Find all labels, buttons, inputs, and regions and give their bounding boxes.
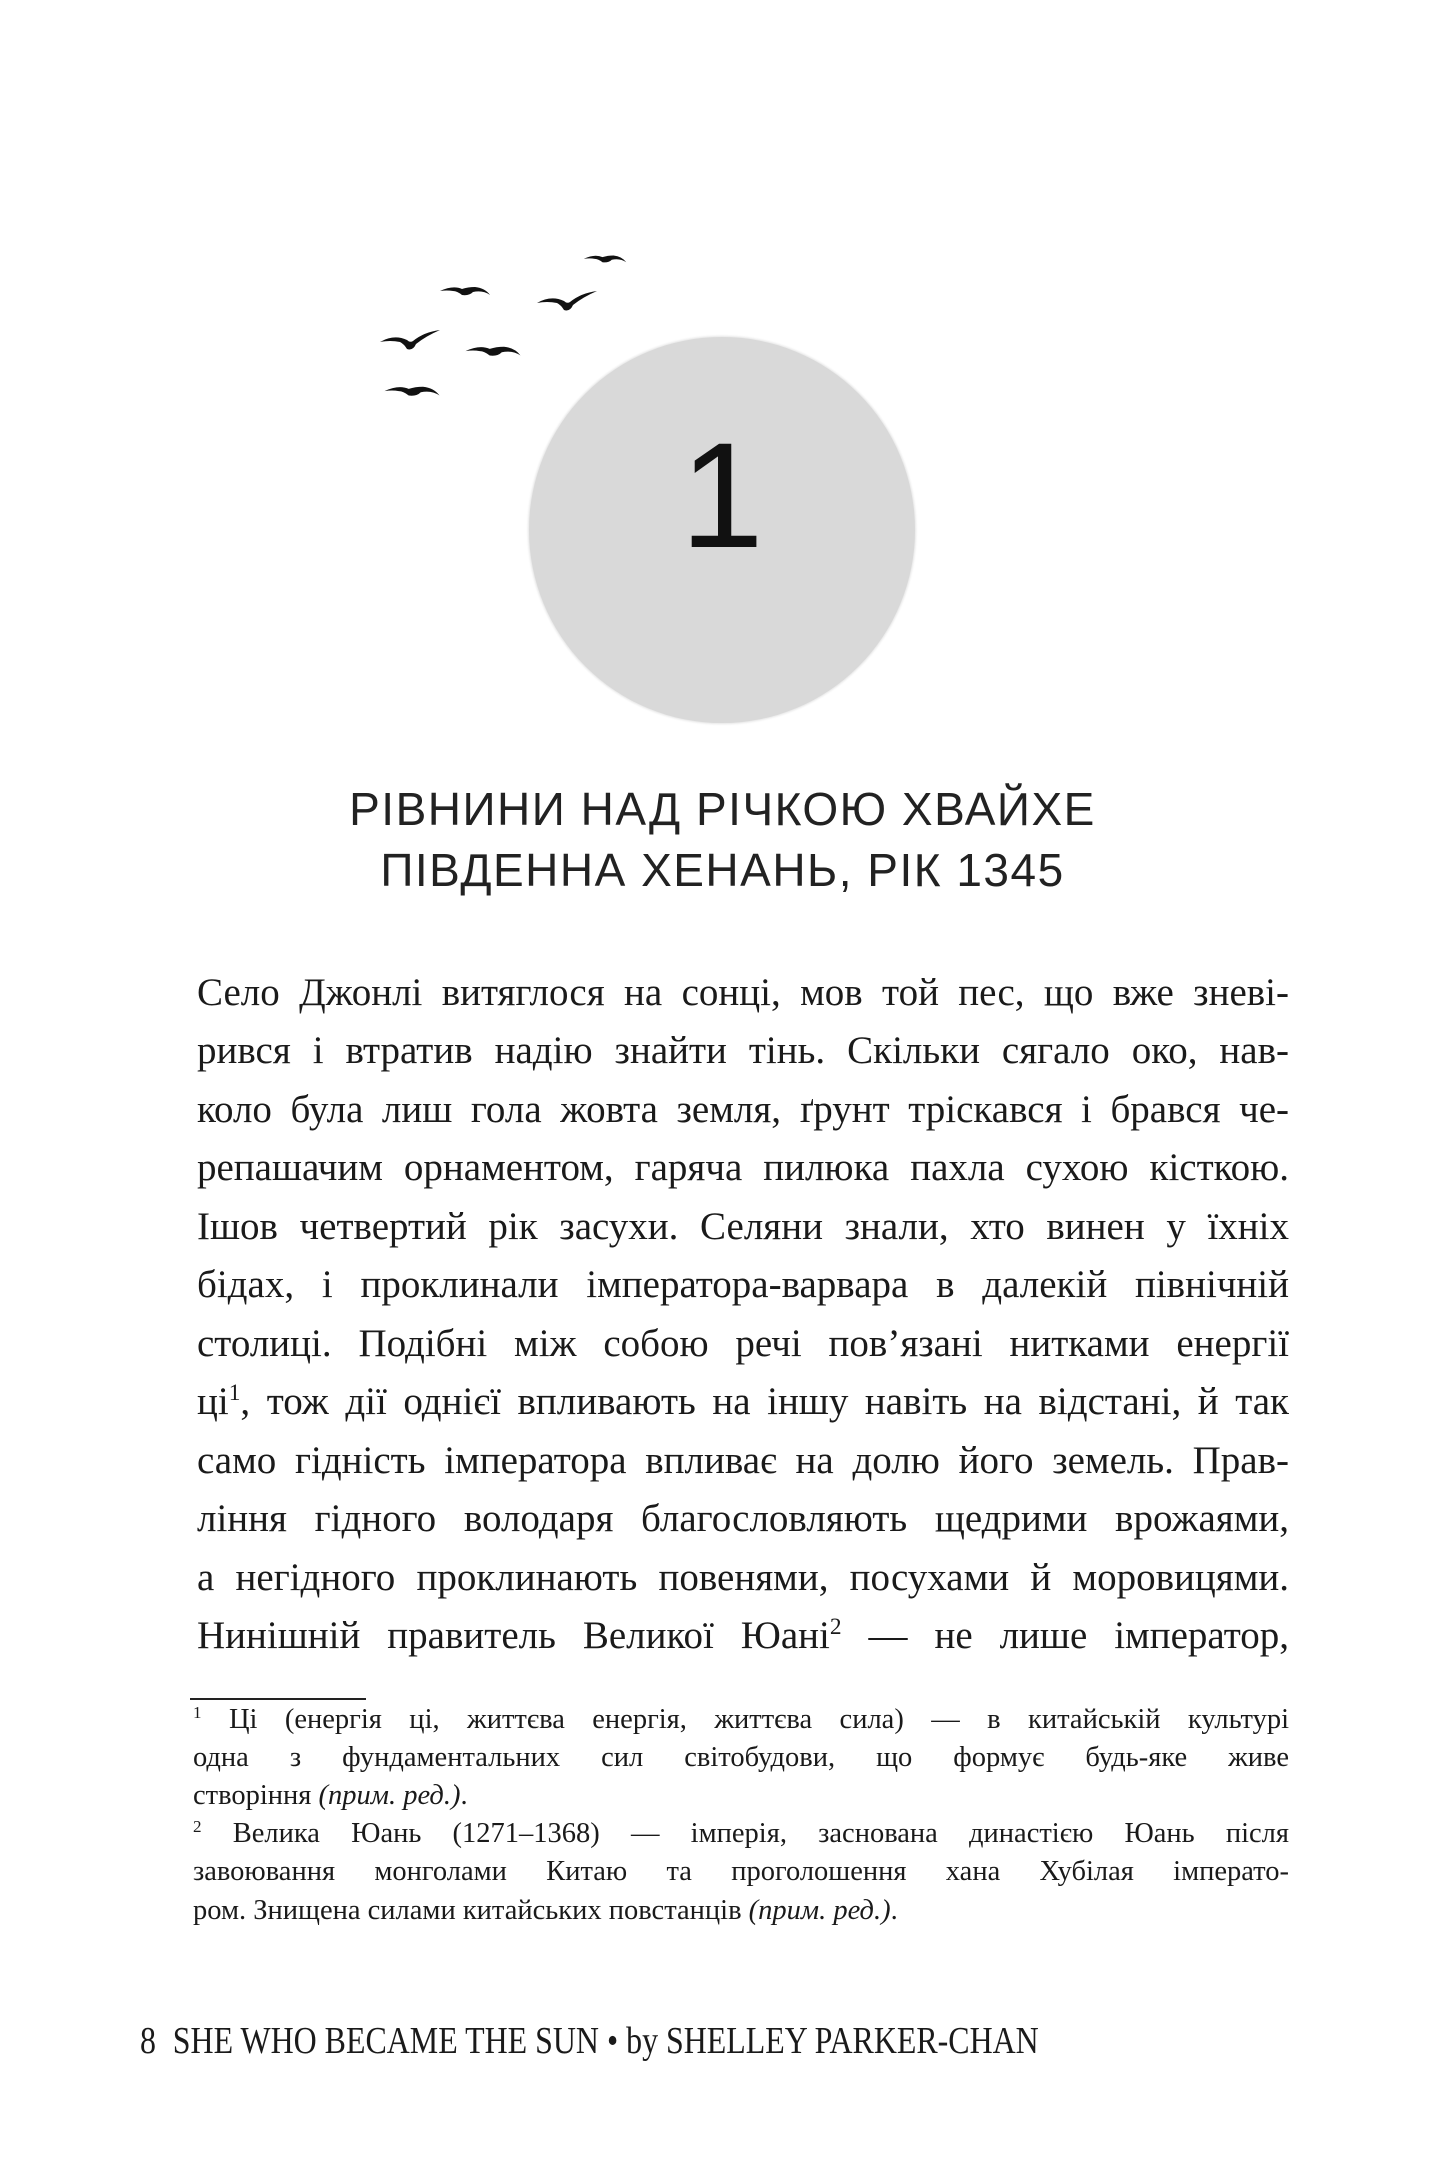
body-line: само гідність імператора впливає на долю його земель. Прав-	[197, 1439, 1289, 1482]
text: — не лише імператор,	[841, 1614, 1289, 1657]
page-number: 8	[140, 2020, 156, 2062]
text: ці	[197, 1380, 229, 1423]
body-line: ління гідного володаря благословляють щедрими врожаями,	[197, 1497, 1289, 1540]
bird-icon	[537, 291, 597, 310]
text: , тож дії однієї впливають на іншу навіть на відстані, й так	[240, 1380, 1289, 1423]
body-line	[197, 1373, 1289, 1431]
text: .	[460, 1780, 468, 1811]
footnote-line	[193, 1815, 1289, 1853]
footnote-ref-2[interactable]: 2	[829, 1613, 842, 1640]
page-footer	[140, 2016, 1039, 2066]
chapter-number: 1	[680, 411, 764, 579]
text: Велика Юань (1271–1368) — імперія, заснована династією Юань після	[201, 1818, 1289, 1849]
body-line: бідах, і проклинали імператора-варвара в далекій північній	[197, 1263, 1289, 1306]
footnote-line: одна з фундаментальних сил світобудови, що формує будь-яке живе	[193, 1742, 1289, 1773]
body-line: репашачим орнаментом, гаряча пилюка пахла сухою кісткою.	[197, 1146, 1289, 1189]
text: Нинішній правитель Великої Юані	[197, 1614, 830, 1657]
body-line: Ішов четвертий рік засухи. Селяни знали, хто винен у їхніх	[197, 1205, 1289, 1248]
body-line: а негідного проклинають повенями, посухами й моровицями.	[197, 1556, 1289, 1599]
footnote-divider	[190, 1698, 366, 1700]
bird-icon	[440, 287, 490, 295]
bird-flock-icon	[0, 0, 700, 450]
footnote-line	[193, 1701, 1289, 1739]
text: .	[890, 1895, 898, 1926]
footnote-marker: 2	[193, 1816, 202, 1836]
editor-note: (прим. ред.)	[318, 1780, 461, 1811]
body-line: коло була лиш гола жовта земля, ґрунт тріскався і брався че-	[197, 1088, 1289, 1131]
chapter-heading-line1: РІВНИНИ НАД РІЧКОЮ ХВАЙХЕ	[349, 783, 1096, 835]
bird-icon	[380, 330, 440, 349]
bird-icon	[385, 387, 440, 396]
running-title: SHE WHO BECAME THE SUN • by SHELLEY PARKER-CHAN	[172, 2020, 1039, 2062]
editor-note: (прим. ред.)	[748, 1895, 891, 1926]
footnote-line	[193, 1892, 1289, 1930]
text: ром. Знищена силами китайських повстанців	[193, 1895, 749, 1926]
text: створіння	[193, 1780, 319, 1811]
body-line: Село Джонлі витяглося на сонці, мов той пес, що вже зневі-	[197, 971, 1289, 1014]
bird-icon	[584, 255, 627, 262]
footnote-ref-1[interactable]: 1	[228, 1379, 241, 1406]
text: Ці (енергія ці, життєва енергія, життєва сила) — в китайській культурі	[201, 1704, 1289, 1735]
body-line	[197, 1607, 1289, 1665]
chapter-heading-line2: ПІВДЕННА ХЕНАНЬ, РІК 1345	[380, 844, 1065, 896]
body-line: рився і втратив надію знайти тінь. Скільки сягало око, нав-	[197, 1029, 1289, 1072]
body-line: столиці. Подібні між собою речі пов’язані нитками енергії	[197, 1322, 1289, 1365]
bird-icon	[466, 347, 521, 356]
footnote-marker: 1	[193, 1702, 202, 1722]
footnote-line	[193, 1777, 1289, 1815]
footnote-line: завоювання монголами Китаю та проголошення хана Хубілая імперато-	[193, 1856, 1289, 1887]
